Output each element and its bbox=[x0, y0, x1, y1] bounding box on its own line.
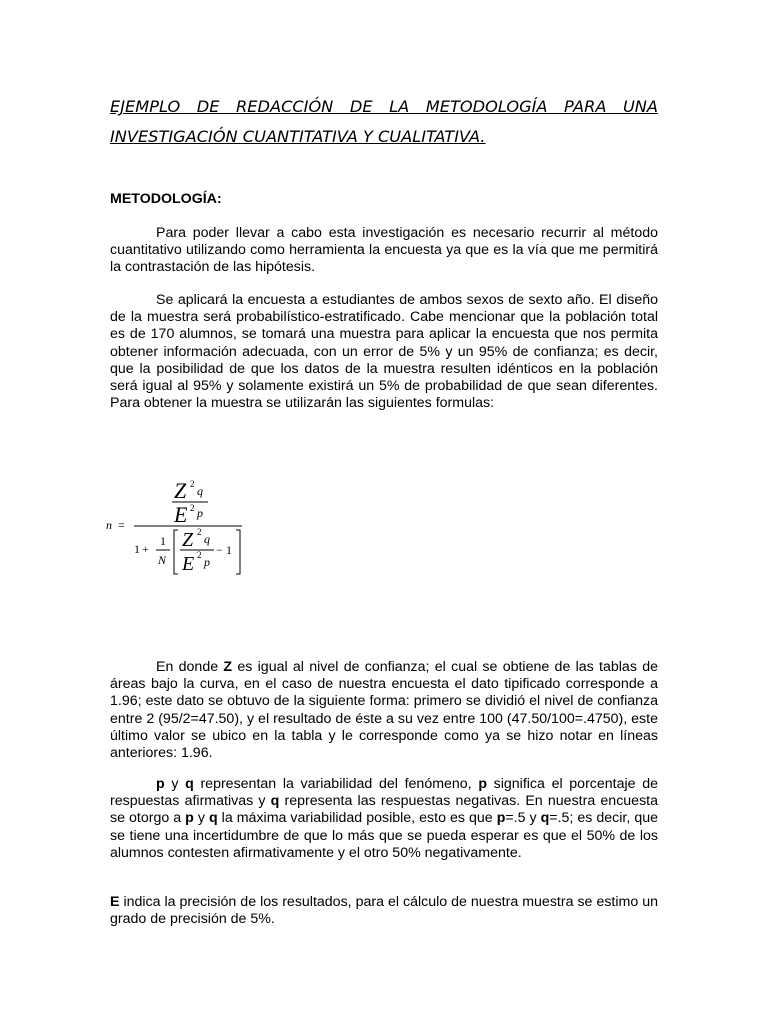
sample-size-formula bbox=[102, 470, 262, 585]
bold-term-p: p bbox=[478, 776, 487, 792]
text-run: =.5 y bbox=[505, 810, 541, 827]
bold-term-q: q bbox=[270, 793, 280, 810]
formula-minus: − bbox=[216, 543, 223, 557]
paragraph-z-definition bbox=[110, 659, 658, 762]
formula-top-z-exp: 2 bbox=[190, 479, 195, 489]
bold-term-q: q bbox=[208, 810, 218, 827]
text-run: representan la variabilidad del fenómeno, bbox=[193, 776, 479, 792]
paragraph-sample-design: Se aplicará la encuesta a estudiantes de ambos sexos de sexto año. El diseño de la muestra será probabilístico-estratificado. Cabe mencionar que la población total es de 170 alumnos, se tomará una muestra para aplicar la encuesta que nos permita obtener información adecuada, con un error de 5% y un 95% de confianza; es decir, que la posibilidad de que los datos de la muestra resulten idénticos en la población será igual al 95% y solamente existirá un 5% de probabilidad de que sean diferentes. Para obtener la muestra se utilizarán las siguientes formulas: bbox=[110, 292, 658, 412]
paragraph-e-definition bbox=[110, 894, 658, 928]
document-title: EJEMPLO DE REDACCIÓN DE LA METODOLOGÍA PARA UNA INVESTIGACIÓN CUANTITATIVA Y CUALITATIVA. bbox=[110, 97, 658, 146]
formula-left-bracket bbox=[174, 530, 178, 574]
formula-inner-e: E bbox=[182, 553, 195, 575]
bold-term-q: q bbox=[185, 776, 194, 792]
formula-svg bbox=[102, 470, 262, 585]
formula-minus-one: 1 bbox=[226, 543, 232, 557]
formula-denom-plus: + bbox=[142, 542, 149, 556]
bold-term-p: p bbox=[496, 810, 506, 827]
bold-term-p: p bbox=[156, 776, 165, 792]
paragraph-p-q-definition bbox=[110, 776, 658, 862]
formula-n: n bbox=[106, 518, 112, 532]
text-run: y bbox=[164, 776, 186, 792]
text-run: =.5; es decir, que se tiene una incertidumbre de que lo más que se pueda esperar es que el 50% de los alumnos contesten afirmativamente y el otro 50% negativamente. bbox=[110, 810, 658, 861]
formula-top-z: Z bbox=[174, 478, 187, 503]
paragraph-method: Para poder llevar a cabo esta investigación es necesario recurrir al método cuantitativo utilizando como herramienta la encuesta ya que es la vía que me permitirá la contrastación de las hipótesis. bbox=[110, 225, 658, 276]
formula-top-p: p bbox=[197, 506, 203, 520]
formula-equals: = bbox=[118, 518, 125, 532]
formula-top-e-exp: 2 bbox=[190, 503, 195, 513]
text-run: la máxima variabilidad posible, esto es que bbox=[217, 810, 497, 827]
formula-inner-z: Z bbox=[182, 529, 194, 551]
text-run: es igual al nivel de confianza; el cual se obtiene de las tablas de áreas bajo la curva, en el caso de nuestra encuesta el dato tipificado corresponde a 1.96; este dato se obtuvo de la siguiente forma: primero se dividió el nivel de confianza entre 2 (95/2=47.50), y el resultado de éste a su vez entre 100 (47.50/100=.4750), este último valor se ubico en la tabla y le corresponde como ya se hizo notar en líneas anteriores: 1.96. bbox=[110, 659, 658, 762]
formula-inner-e-exp: 2 bbox=[197, 550, 202, 560]
formula-inner-z-exp: 2 bbox=[197, 527, 202, 537]
text-run: indica la precisión de los resultados, para el cálculo de nuestra muestra se estimo un grado de precisión de 5%. bbox=[110, 894, 658, 928]
bold-term-z: Z bbox=[223, 659, 233, 675]
formula-inner-p: p bbox=[204, 555, 210, 569]
text-run: significa el porcentaje de respuestas afirmativas y bbox=[110, 776, 658, 810]
text-run: representa las respuestas negativas. En nuestra encuesta se otorgo a bbox=[110, 793, 658, 827]
bold-term-p: p bbox=[185, 810, 194, 827]
formula-inner-q: q bbox=[204, 532, 210, 546]
formula-right-bracket bbox=[236, 530, 240, 574]
bold-term-q: q bbox=[540, 810, 550, 827]
formula-top-e: E bbox=[174, 502, 188, 527]
text-run: y bbox=[193, 810, 209, 827]
formula-inner-one: 1 bbox=[160, 534, 166, 548]
formula-inner-n: N bbox=[158, 553, 167, 567]
formula-denom-one: 1 bbox=[134, 542, 140, 556]
bold-term-e: E bbox=[110, 894, 120, 910]
text-run: En donde bbox=[156, 659, 224, 675]
section-heading: METODOLOGÍA: bbox=[110, 191, 222, 207]
formula-top-q: q bbox=[197, 484, 203, 498]
